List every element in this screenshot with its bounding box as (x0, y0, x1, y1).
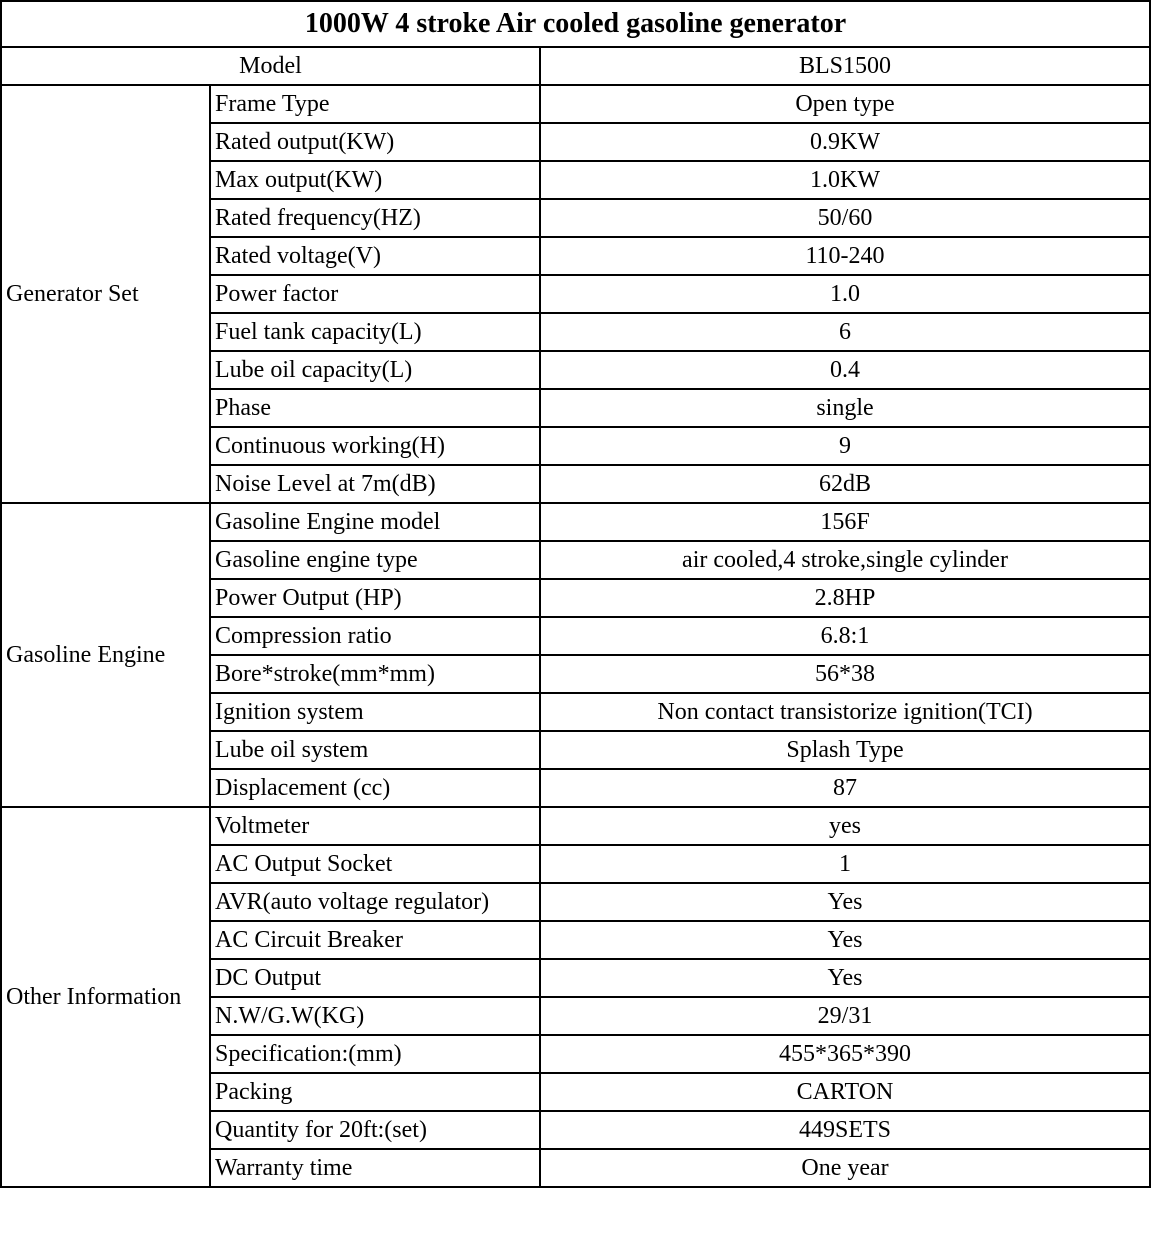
param-value: 56*38 (540, 655, 1150, 693)
param-value: 449SETS (540, 1111, 1150, 1149)
table-row (1, 503, 1150, 541)
param-label: DC Output (210, 959, 540, 997)
param-value: 62dB (540, 465, 1150, 503)
param-label: Specification:(mm) (210, 1035, 540, 1073)
param-label: Gasoline Engine model (210, 503, 540, 541)
param-label: Quantity for 20ft:(set) (210, 1111, 540, 1149)
param-label: Ignition system (210, 693, 540, 731)
model-row (1, 47, 1150, 85)
param-value: 87 (540, 769, 1150, 807)
param-value: 455*365*390 (540, 1035, 1150, 1073)
param-label: Voltmeter (210, 807, 540, 845)
param-value: 50/60 (540, 199, 1150, 237)
param-value: 110-240 (540, 237, 1150, 275)
param-label: Rated voltage(V) (210, 237, 540, 275)
param-label: AC Circuit Breaker (210, 921, 540, 959)
param-value: 1.0KW (540, 161, 1150, 199)
group-label-other-information: Other Information (1, 807, 210, 1187)
param-label: Bore*stroke(mm*mm) (210, 655, 540, 693)
param-value: 2.8HP (540, 579, 1150, 617)
param-value: 29/31 (540, 997, 1150, 1035)
table-row (1, 85, 1150, 123)
group-label-generator-set: Generator Set (1, 85, 210, 503)
param-label: AC Output Socket (210, 845, 540, 883)
model-label: Model (1, 47, 540, 85)
param-label: Power factor (210, 275, 540, 313)
param-label: Fuel tank capacity(L) (210, 313, 540, 351)
param-label: N.W/G.W(KG) (210, 997, 540, 1035)
param-value: 1.0 (540, 275, 1150, 313)
param-label: Rated frequency(HZ) (210, 199, 540, 237)
param-label: Power Output (HP) (210, 579, 540, 617)
param-label: Compression ratio (210, 617, 540, 655)
param-label: Displacement (cc) (210, 769, 540, 807)
param-value: 0.4 (540, 351, 1150, 389)
group-label-gasoline-engine: Gasoline Engine (1, 503, 210, 807)
param-value: CARTON (540, 1073, 1150, 1111)
model-value: BLS1500 (540, 47, 1150, 85)
table-title: 1000W 4 stroke Air cooled gasoline generator (1, 1, 1150, 47)
param-label: Packing (210, 1073, 540, 1111)
param-value: yes (540, 807, 1150, 845)
table-row (1, 807, 1150, 845)
param-value: 156F (540, 503, 1150, 541)
param-value: Splash Type (540, 731, 1150, 769)
param-value: Non contact transistorize ignition(TCI) (540, 693, 1150, 731)
param-value: air cooled,4 stroke,single cylinder (540, 541, 1150, 579)
param-value: 9 (540, 427, 1150, 465)
param-label: Frame Type (210, 85, 540, 123)
param-value: Yes (540, 959, 1150, 997)
param-value: Open type (540, 85, 1150, 123)
param-value: 6.8:1 (540, 617, 1150, 655)
param-value: Yes (540, 883, 1150, 921)
param-value: 6 (540, 313, 1150, 351)
param-label: Gasoline engine type (210, 541, 540, 579)
param-value: One year (540, 1149, 1150, 1187)
title-row (1, 1, 1150, 47)
param-label: Noise Level at 7m(dB) (210, 465, 540, 503)
param-value: Yes (540, 921, 1150, 959)
param-label: Lube oil capacity(L) (210, 351, 540, 389)
param-label: AVR(auto voltage regulator) (210, 883, 540, 921)
param-label: Max output(KW) (210, 161, 540, 199)
param-value: 0.9KW (540, 123, 1150, 161)
spec-table-body (1, 1, 1150, 1187)
param-label: Warranty time (210, 1149, 540, 1187)
param-label: Continuous working(H) (210, 427, 540, 465)
param-value: 1 (540, 845, 1150, 883)
param-value: single (540, 389, 1150, 427)
param-label: Phase (210, 389, 540, 427)
param-label: Lube oil system (210, 731, 540, 769)
param-label: Rated output(KW) (210, 123, 540, 161)
